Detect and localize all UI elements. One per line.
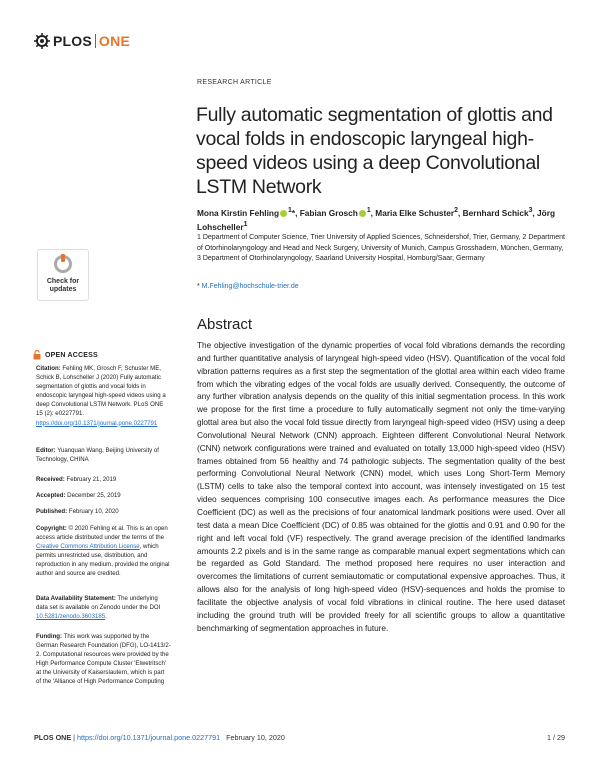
- journal-name-plos: PLOS: [53, 33, 92, 49]
- journal-logo: [34, 31, 130, 51]
- page-number: 1 / 29: [547, 733, 565, 742]
- orcid-icon[interactable]: [280, 210, 287, 217]
- received-label: Received:: [36, 476, 65, 483]
- orcid-icon[interactable]: [359, 210, 366, 217]
- author-name: Bernhard Schick: [462, 207, 529, 218]
- author-affil-sup: 1: [288, 207, 292, 214]
- copyright-block: [36, 524, 171, 579]
- check-updates-label: Check for updates: [46, 278, 80, 293]
- citation-label: Citation:: [36, 365, 61, 372]
- open-access-label: OPEN ACCESS: [45, 351, 98, 359]
- author-sep: *,: [291, 207, 300, 218]
- published-label: Published:: [36, 508, 68, 515]
- author-affil-sup: 1: [243, 220, 248, 228]
- author-sep: ,: [370, 207, 376, 218]
- editor-block: [36, 446, 171, 464]
- affiliations: 1 Department of Computer Science, Trier University of Applied Sciences, Schneidershof, Trier, Germany, 2 Department of Otorhinolaryngology and Head and Neck Surgery, University of Munich, Campus Grosshadern, München, Germany, 3 Department of Otorhinolaryngology, Saarland University Hospital, Homburg/Saar, Germany: [197, 234, 565, 263]
- editor-text: Yuanquan Wang, Beijing University of Technology, CHINA: [36, 447, 159, 464]
- author-name: Jörg Lohscheller: [197, 207, 556, 232]
- zenodo-doi-link[interactable]: 10.5281/zenodo.3603185: [36, 613, 106, 621]
- copyright-text: © 2020 Fehling et al. This is an open access article distributed under the terms of the: [36, 525, 168, 542]
- author-sep: ,: [532, 207, 538, 218]
- editor-label: Editor:: [36, 447, 56, 454]
- author-name: Mona Kirstin Fehling: [197, 207, 280, 218]
- update-check-icon: [54, 255, 72, 273]
- author-name: Maria Elke Schuster: [375, 207, 455, 218]
- citation-block: [36, 364, 171, 428]
- data-availability-text: The underlying data set is available on Zenodo under the DOI: [36, 595, 161, 612]
- journal-name-one: ONE: [98, 33, 131, 49]
- article-title: Fully automatic segmentation of glottis and vocal folds in endoscopic laryngeal high-speed videos using a deep Convolutional LSTM Network: [196, 104, 553, 198]
- author-affil-sup: 3: [528, 207, 533, 214]
- author-affil-sup: 2: [454, 207, 458, 214]
- footer-doi-link[interactable]: https://doi.org/10.1371/journal.pone.0227791: [77, 733, 221, 742]
- published-block: [36, 507, 171, 516]
- open-lock-icon: [33, 350, 41, 360]
- footer-date: February 10, 2020: [226, 733, 285, 742]
- copyright-label: Copyright:: [36, 525, 67, 532]
- author-affil-sup: 1: [366, 207, 371, 214]
- funding-block: [36, 632, 171, 687]
- check-for-updates-button[interactable]: [37, 249, 89, 301]
- citation-doi-link[interactable]: https://doi.org/10.1371/journal.pone.0227791: [36, 419, 158, 427]
- published-date: February 10, 2020: [68, 508, 119, 515]
- citation-text: Fehling MK, Grosch F, Schuster ME, Schick B, Lohscheller J (2020) Fully automatic segmentation of glottis and vocal folds in endoscopic laryngeal high-speed videos using a deep Convolutional LSTM Network. PLoS ONE 15 (2): e0227791.: [36, 365, 166, 418]
- abstract-text: The objective investigation of the dynamic properties of vocal fold vibrations demands the recording and further quantitative analysis of laryngeal high-speed video (HSV). Quantification of the vocal fold vibration patterns requires as a first step the segmentation of the glottal area within each video frame from which the vibrating edges of the vocal folds are usually derived. Consequently, the outcome of any further vibration analysis depends on the quality of this initial segmentation process. In this work we propose for the first time a procedure to fully automatically segment not only the time-varying glottal area but also the vocal fold tissue directly from laryngeal high-speed video (HSV) using a deep Convolutional Neural Network (CNN) approach. Eighteen different Convolutional Neural Network (CNN) network configurations were trained and evaluated on totally 13,000 high-speed video (HSV) frames obtained from 56 healthy and 74 pathologic subjects. The segmentation quality of the best performing Convolutional Neural Network (CNN) model, which uses Long Short-Term Memory (LSTM) cells to take also the temporal context into account, was intensely investigated on 15 test video sequences comprising 100 consecutive images each. As performance measures the Dice Coefficient (DC) as well as the precisions of four anatomical landmark positions were used. Over all test data a mean Dice Coefficient (DC) of 0.85 was obtained for the glottis and 0.91 and 0.90 for the right and left vocal fold (VF) respectively. The grand average precision of the identified landmarks amounts 2.2 pixels and is in the same range as comparable manual expert segmentations which can be regarded as Gold Standard. The method proposed here requires no user interaction and overcomes the limitations of current semiautomatic or computational expensive approaches. Thus, it allows also for the analysis of long high-speed video (HSV)-sequences and holds the promise to facilitate the objective analysis of vocal fold vibrations in clinical routine. The here used dataset including the ground truth will be provided freely for all scientific groups to allow a quantitative benchmarking of segmentation approaches in future.: [197, 340, 565, 633]
- accepted-label: Accepted:: [36, 492, 66, 499]
- received-block: [36, 475, 171, 484]
- received-date: February 21, 2019: [66, 476, 117, 483]
- author-sep: ,: [458, 207, 463, 218]
- license-link[interactable]: Creative Commons Attribution License: [36, 543, 140, 551]
- open-access-badge: [33, 350, 98, 360]
- plos-logo-icon: [34, 33, 50, 49]
- footer-journal: PLOS ONE: [34, 733, 72, 742]
- funding-label: Funding:: [36, 633, 63, 640]
- corresp-email-link[interactable]: M.Fehling@hochschule-trier.de: [201, 283, 299, 290]
- logo-divider: [95, 34, 96, 48]
- accepted-block: [36, 491, 171, 500]
- data-availability-block: Data Availability Statement: The underlying data set is available on Zenodo under the DOI 10.5281/zenodo.3603185.: [36, 595, 161, 621]
- corresponding-author: [197, 283, 299, 290]
- corresp-marker: *: [197, 283, 202, 290]
- author-list: [197, 205, 557, 233]
- article-type: RESEARCH ARTICLE: [197, 79, 272, 86]
- data-availability-label: Data Availability Statement:: [36, 595, 116, 602]
- copyright-text-cont: , which permits unrestricted use, distribution, and reproduction in any medium, provided the original author and source are credited.: [36, 543, 170, 578]
- author-name: Fabian Grosch: [299, 207, 358, 218]
- abstract-heading: Abstract: [197, 316, 253, 333]
- page-footer: [34, 733, 565, 742]
- footer-separator: |: [71, 733, 78, 742]
- accepted-date: December 25, 2019: [67, 492, 121, 499]
- funding-text: This work was supported by the German Research Foundation (DFG), LO-1413/2-2. Computational resources were provided by the High Performance Compute Cluster 'Elwetritsch' at the University of Kaiserslautern, which is part of the 'Alliance of High Performance Computing: [36, 633, 171, 686]
